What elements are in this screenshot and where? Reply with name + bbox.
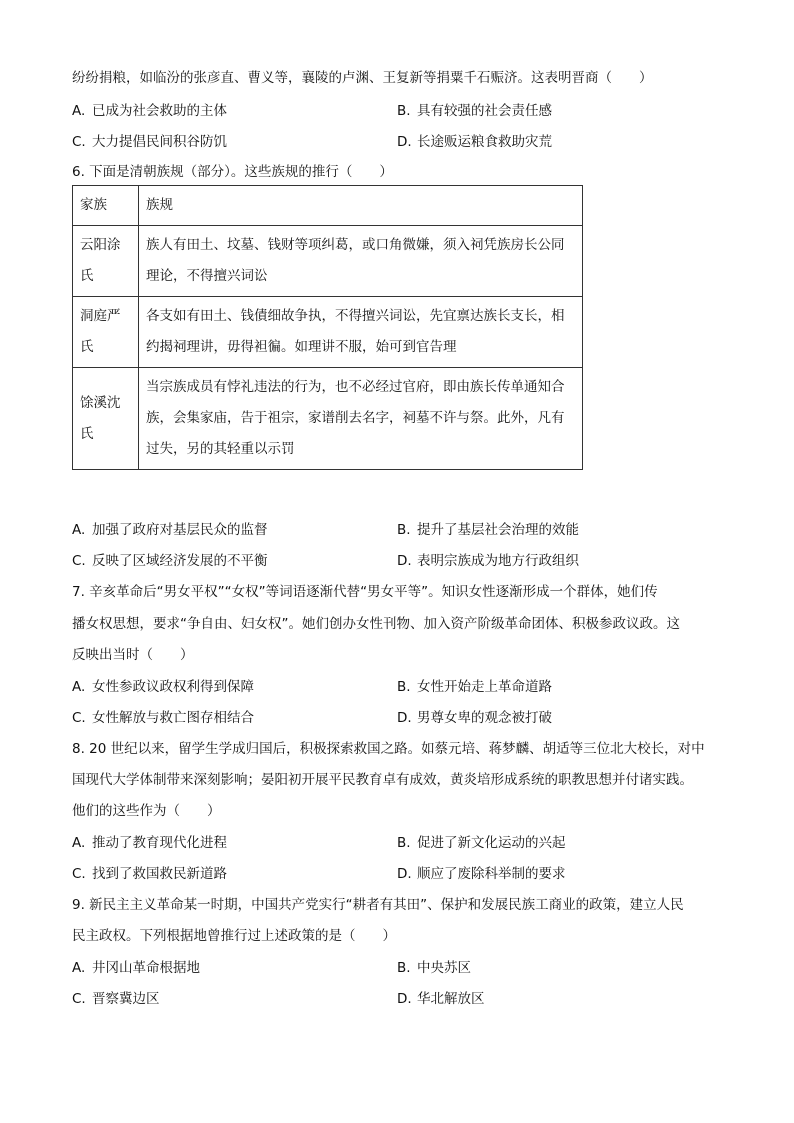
q7-stem-line: 7. 辛亥革命后“男女平权”“女权”等词语逐渐代替“男女平等”。知识女性逐渐形成一个群体，她们传 — [72, 584, 658, 600]
table-cell-clan: 馀溪沈氏 — [73, 368, 139, 470]
option-label: B. — [397, 679, 411, 695]
option-text: 提升了基层社会治理的效能 — [417, 522, 579, 538]
q8-stem-line: 他们的这些作为（ ） — [72, 803, 221, 819]
q8-stem-line: 8. 20 世纪以来，留学生学成归国后，积极探索救国之路。如蔡元培、蒋梦麟、胡适等三位北大校长，对中 — [72, 741, 705, 757]
q7-option-d[interactable] — [397, 706, 552, 726]
option-text: 推动了教育现代化进程 — [92, 835, 227, 851]
table-header-clan: 家族 — [73, 186, 139, 226]
option-text: 找到了救国救民新道路 — [92, 866, 227, 882]
option-label: C. — [72, 866, 86, 882]
option-label: D. — [397, 710, 412, 726]
option-text: 女性解放与救亡图存相结合 — [92, 710, 254, 726]
table-cell-rule: 族人有田土、坟墓、钱财等项纠葛，或口角微嫌，须入祠凭族房长公同理论，不得擅兴词讼 — [139, 226, 583, 297]
option-text: 长途贩运粮食救助灾荒 — [417, 134, 552, 150]
q8-option-d[interactable] — [397, 862, 566, 882]
option-label: C. — [72, 134, 86, 150]
clan-rules-table — [72, 185, 583, 470]
q5-option-a[interactable] — [72, 99, 227, 119]
q9-option-b[interactable] — [397, 956, 471, 976]
q7-stem-line: 播女权思想，要求“争自由、妇女权”。她们创办女性刊物、加入资产阶级革命团体、积极参政议政。这 — [72, 616, 680, 632]
option-text: 晋察冀边区 — [92, 991, 160, 1007]
option-label: D. — [397, 991, 412, 1007]
option-label: C. — [72, 991, 86, 1007]
q7-stem-line: 反映出当时（ ） — [72, 647, 194, 663]
option-text: 大力提倡民间积谷防饥 — [92, 134, 227, 150]
option-text: 女性参政议政权利得到保障 — [92, 679, 254, 695]
option-label: A. — [72, 522, 86, 538]
q5-option-c[interactable] — [72, 130, 227, 150]
q9-option-a[interactable] — [72, 956, 200, 976]
option-text: 男尊女卑的观念被打破 — [417, 710, 552, 726]
q6-option-d[interactable] — [397, 549, 579, 569]
q6-stem: 6. 下面是清朝族规（部分）。这些族规的推行（ ） — [72, 164, 393, 180]
option-text: 加强了政府对基层民众的监督 — [92, 522, 268, 538]
table-cell-clan: 云阳涂氏 — [73, 226, 139, 297]
q9-stem-line: 9. 新民主主义革命某一时期，中国共产党实行“耕者有其田”、保护和发展民族工商业的政策，建立人民 — [72, 897, 684, 913]
option-text: 反映了区域经济发展的不平衡 — [92, 553, 268, 569]
q5-option-b[interactable] — [397, 99, 552, 119]
option-label: D. — [397, 866, 412, 882]
option-label: A. — [72, 960, 86, 976]
table-header-row — [73, 186, 583, 226]
option-text: 井冈山革命根据地 — [92, 960, 200, 976]
q9-option-c[interactable] — [72, 987, 160, 1007]
option-text: 中央苏区 — [417, 960, 471, 976]
option-label: A. — [72, 679, 86, 695]
option-text: 促进了新文化运动的兴起 — [417, 835, 566, 851]
option-text: 表明宗族成为地方行政组织 — [417, 553, 579, 569]
q9-option-d[interactable] — [397, 987, 485, 1007]
table-header-rule: 族规 — [139, 186, 583, 226]
q7-option-b[interactable] — [397, 675, 552, 695]
q6-option-b[interactable] — [397, 518, 579, 538]
q8-stem-line: 国现代大学体制带来深刻影响；晏阳初开展平民教育卓有成效，黄炎培形成系统的职教思想并付诸实践。 — [72, 772, 693, 788]
option-text: 具有较强的社会责任感 — [417, 103, 552, 119]
table-row — [73, 368, 583, 470]
q8-option-c[interactable] — [72, 862, 227, 882]
option-label: C. — [72, 553, 86, 569]
option-label: C. — [72, 710, 86, 726]
option-label: B. — [397, 522, 411, 538]
table-row — [73, 226, 583, 297]
q8-option-b[interactable] — [397, 831, 566, 851]
q5-stem-line: 纷纷捐粮，如临汾的张彦直、曹义等，襄陵的卢渊、王复新等捐粟千石赈济。这表明晋商（ ） — [72, 70, 653, 86]
table-row — [73, 297, 583, 368]
table-cell-clan: 洞庭严氏 — [73, 297, 139, 368]
option-text: 华北解放区 — [417, 991, 485, 1007]
option-text: 女性开始走上革命道路 — [417, 679, 552, 695]
option-label: B. — [397, 960, 411, 976]
q8-option-a[interactable] — [72, 831, 227, 851]
table-cell-rule: 当宗族成员有悖礼违法的行为，也不必经过官府，即由族长传单通知合族，会集家庙，告于祖宗，家谱削去名字，祠墓不许与祭。此外，凡有过失，另的其轻重以示罚 — [139, 368, 583, 470]
q5-option-d[interactable] — [397, 130, 552, 150]
option-label: D. — [397, 553, 412, 569]
q6-option-a[interactable] — [72, 518, 268, 538]
option-label: B. — [397, 835, 411, 851]
option-label: B. — [397, 103, 411, 119]
option-text: 已成为社会救助的主体 — [92, 103, 227, 119]
q6-option-c[interactable] — [72, 549, 268, 569]
option-label: D. — [397, 134, 412, 150]
q7-option-c[interactable] — [72, 706, 254, 726]
option-text: 顺应了废除科举制的要求 — [417, 866, 566, 882]
table-cell-rule: 各支如有田土、钱債细故争执，不得擅兴词讼，先宜禀达族长支长，相约揭祠理讲，毋得袒徧。如理讲不服，始可到官告理 — [139, 297, 583, 368]
option-label: A. — [72, 835, 86, 851]
q7-option-a[interactable] — [72, 675, 254, 695]
q9-stem-line: 民主政权。下列根据地曾推行过上述政策的是（ ） — [72, 928, 396, 944]
option-label: A. — [72, 103, 86, 119]
